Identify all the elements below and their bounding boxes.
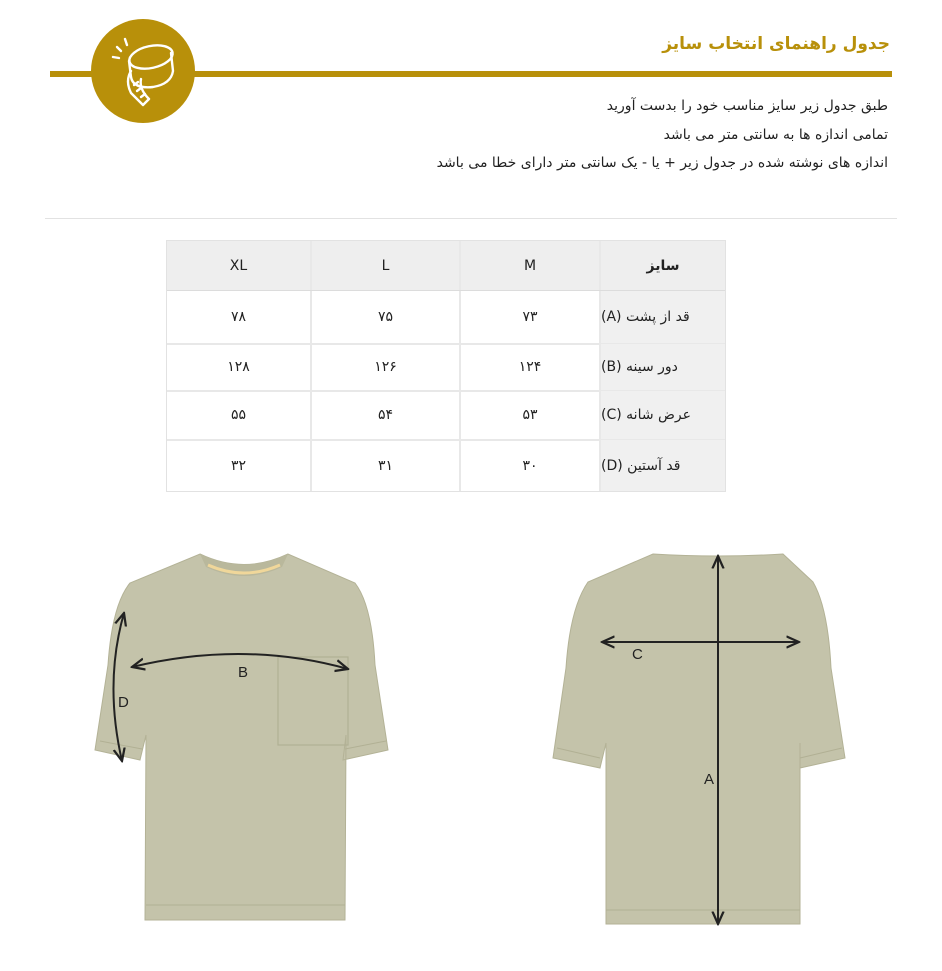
cell-l: ۱۲۶	[312, 344, 461, 390]
shirt-body	[553, 554, 845, 924]
table-header-row	[167, 241, 725, 291]
cell-m: ۵۳	[461, 391, 601, 439]
cell-l: ۵۴	[312, 391, 461, 439]
cell-l: ۷۵	[312, 291, 461, 343]
row-label: عرض شانه (C)	[601, 391, 725, 439]
back-shirt-illustration	[548, 548, 853, 933]
table-row	[167, 344, 725, 392]
table-row	[167, 440, 725, 491]
cell-m: ۷۳	[461, 291, 601, 343]
table-row	[167, 291, 725, 345]
cell-xl: ۵۵	[167, 391, 312, 439]
page-title: جدول راهنمای انتخاب سایز	[662, 34, 890, 54]
shoulder-label: C	[632, 646, 643, 663]
cell-xl: ۳۲	[167, 440, 312, 491]
chest-label: B	[238, 664, 249, 681]
sleeve-label: D	[118, 694, 129, 711]
note-line: اندازه های نوشته شده در جدول زیر + یا - یک سانتی متر دارای خطا می باشد	[436, 155, 888, 171]
section-divider	[45, 218, 897, 219]
row-label: دور سینه (B)	[601, 344, 725, 390]
column-header-l: L	[312, 241, 461, 290]
size-table	[166, 240, 726, 492]
column-header-xl: XL	[167, 241, 312, 290]
column-header-m: M	[461, 241, 601, 290]
note-line: تمامی اندازه ها به سانتی متر می باشد	[663, 126, 888, 143]
size-notes	[437, 92, 888, 178]
row-label: قد آستین (D)	[601, 440, 725, 491]
measuring-tape-icon	[91, 19, 195, 123]
note-line: طبق جدول زیر سایز مناسب خود را بدست آورید	[606, 98, 888, 114]
length-label: A	[704, 771, 715, 788]
cell-xl: ۱۲۸	[167, 344, 312, 390]
shirt-body	[95, 554, 388, 920]
column-header-size: سایز	[646, 257, 680, 274]
cell-l: ۳۱	[312, 440, 461, 491]
cell-m: ۱۲۴	[461, 344, 601, 390]
row-label: قد از پشت (A)	[601, 291, 725, 343]
front-shirt-illustration	[90, 545, 395, 930]
cell-m: ۳۰	[461, 440, 601, 491]
cell-xl: ۷۸	[167, 291, 312, 343]
table-row	[167, 391, 725, 441]
